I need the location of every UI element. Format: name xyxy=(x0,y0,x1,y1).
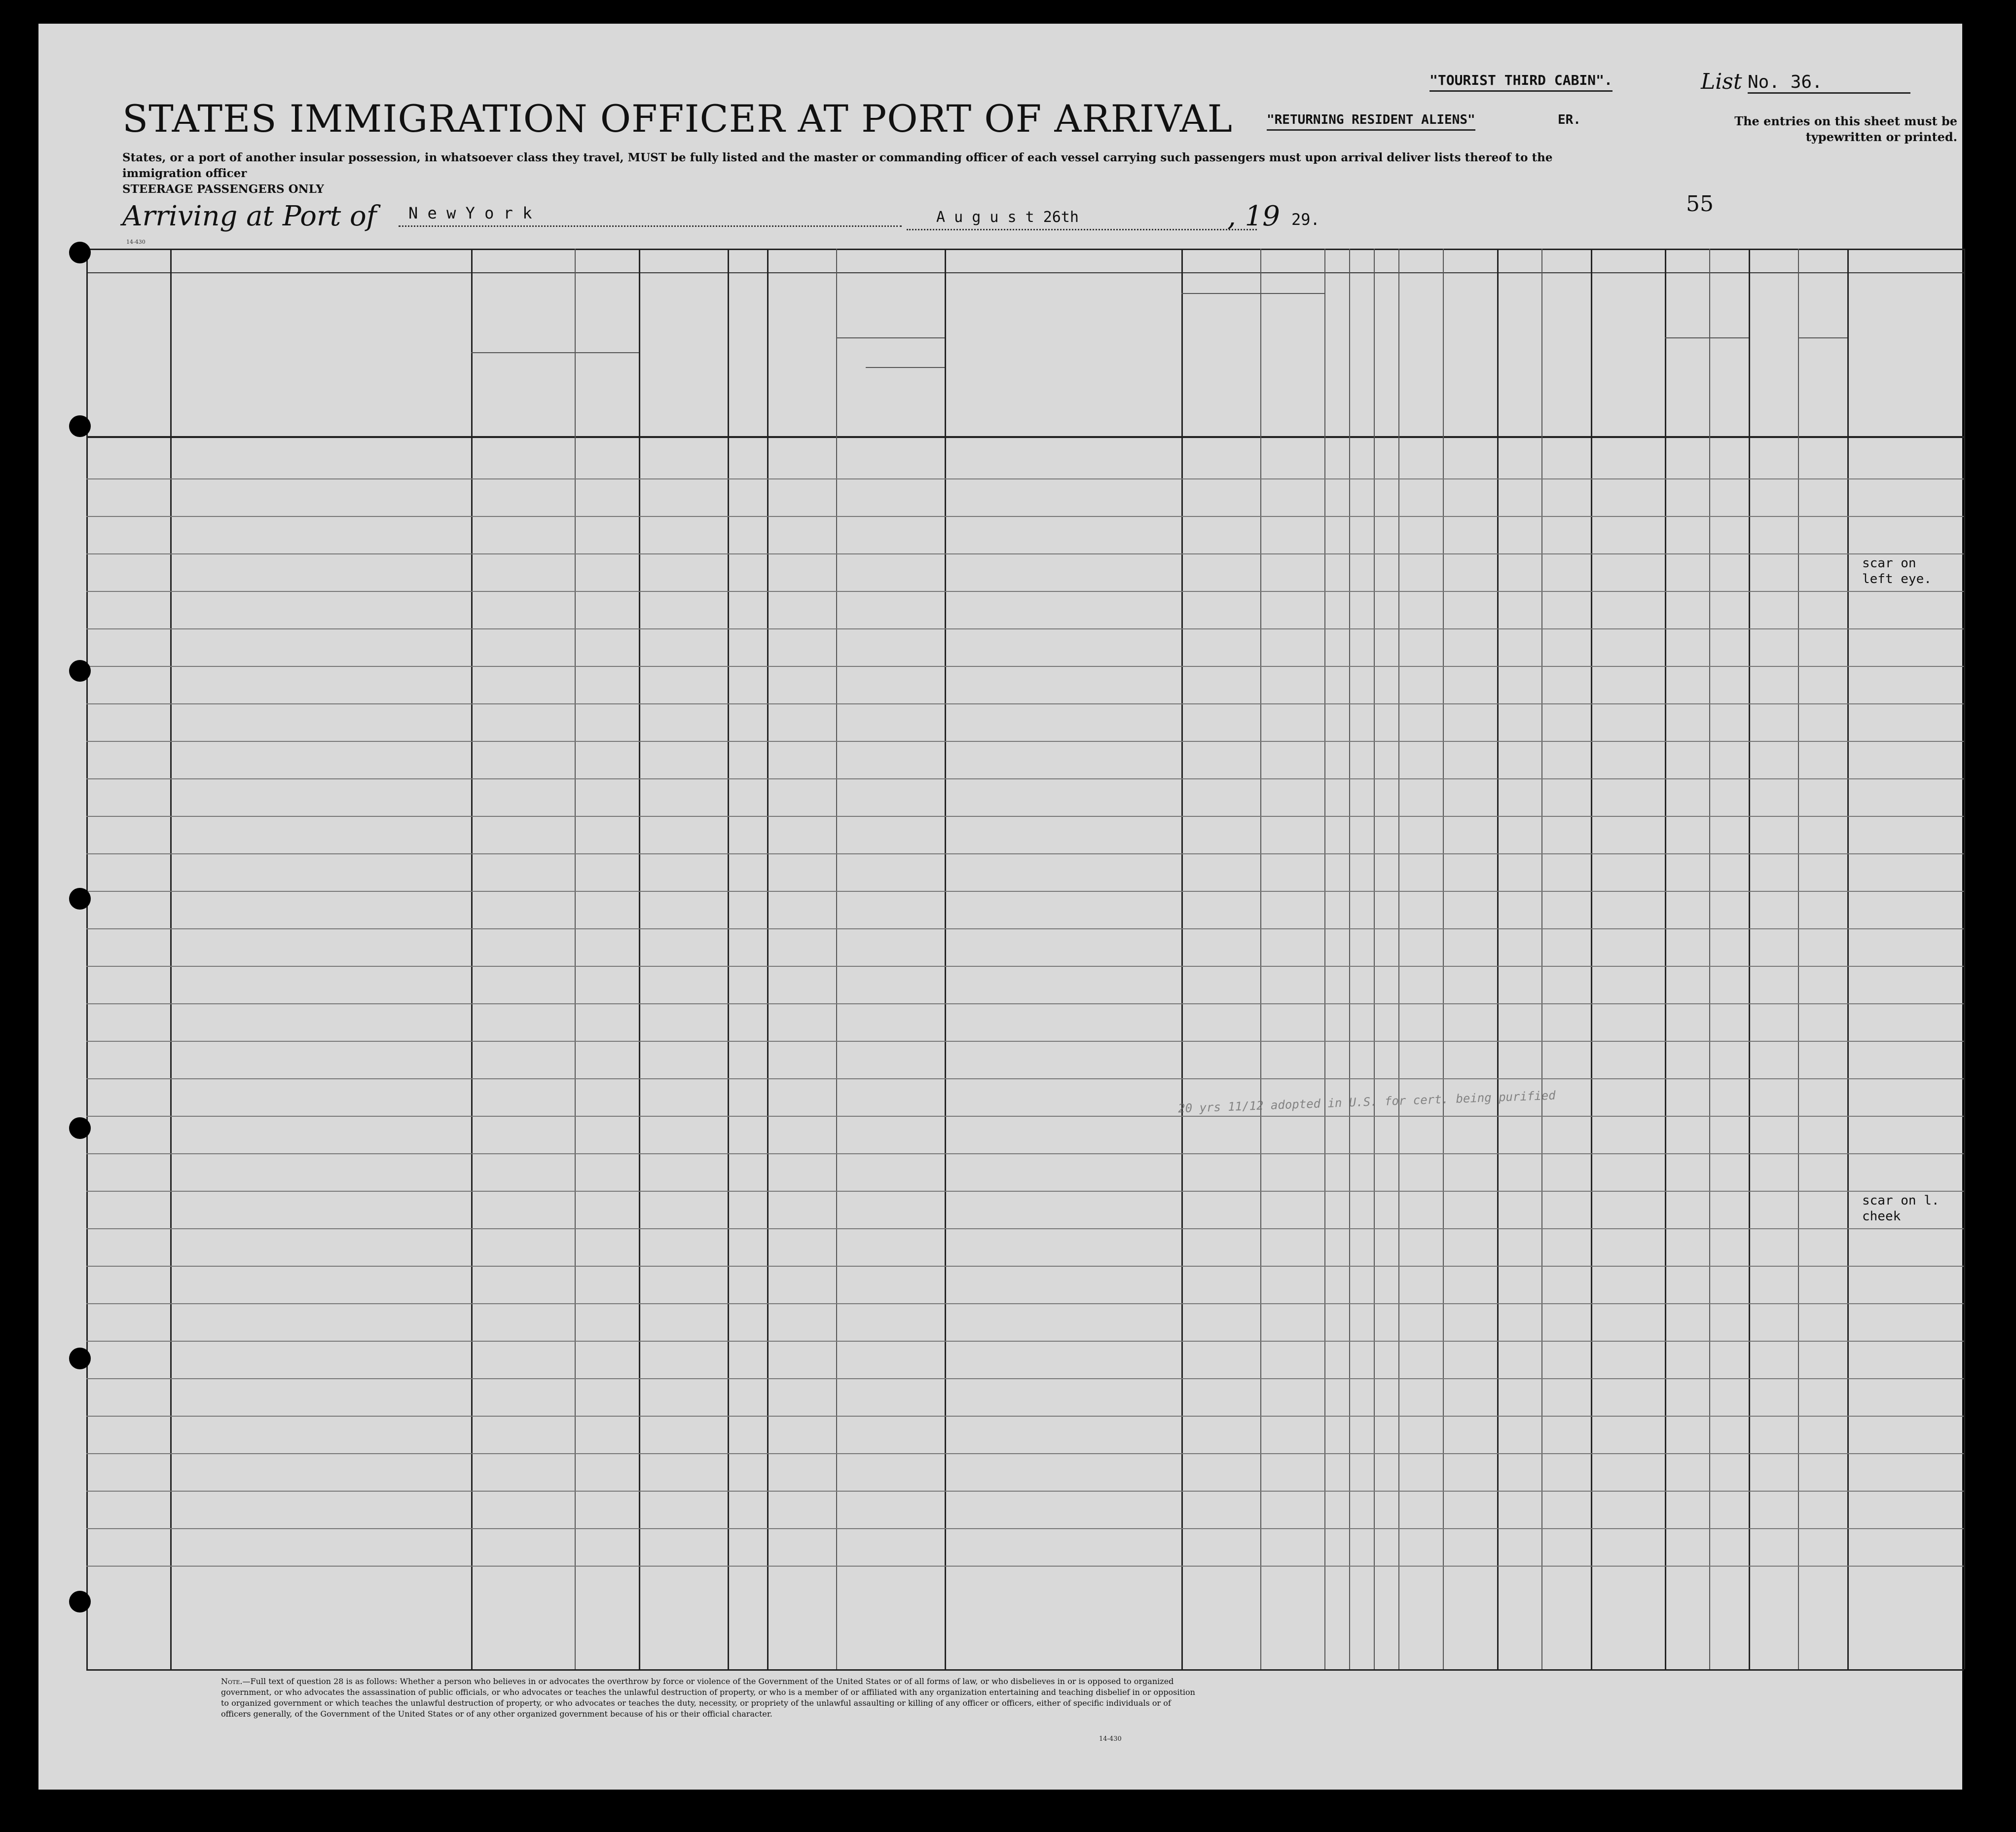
table-row xyxy=(86,1528,1964,1566)
footnote-text: —Full text of question 28 is as follows: Whether a person who believes in or advocates the overthrow by force or violence of the Government of the United States or of all forms of law, or who disbelieves in or is opposed to organized government, or who advocates the assassination of public officials, or who advocates or teaches the unlawful destruction of property, or who is a member of or affiliated with any organization entertaining and teaching disbelief in or opposition to organized government or which teaches the unlawful destruction of property, or who advocates or teaches the duty, necessity, or propriety of the unlawful assaulting or killing of any officer or officers, either of specific individuals or of officers generally, of the Government of the United States or of any other organized government because of his or their official character. xyxy=(221,1677,1195,1719)
table-row xyxy=(86,441,1964,478)
binder-hole xyxy=(69,888,91,910)
table-row xyxy=(86,1416,1964,1453)
arriving-label: Arriving at Port of xyxy=(122,200,377,232)
table-row xyxy=(86,1453,1964,1491)
table-row xyxy=(86,1341,1964,1378)
table-row xyxy=(86,628,1964,666)
port-field: N e w Y o r k xyxy=(399,204,902,227)
page-title: STATES IMMIGRATION OFFICER AT PORT OF ARRIVAL xyxy=(122,97,1233,141)
header-subrule xyxy=(1181,293,1324,294)
instructions-text: States, or a port of another insular possession, in whatsoever class they travel, MUST be fully listed and the master or commanding officer of each vessel carrying such passengers must upon arrival deliver lists thereof to the immigration officer xyxy=(122,151,1553,180)
table-row xyxy=(86,741,1964,778)
table-row xyxy=(86,778,1964,816)
footnote xyxy=(221,1676,1203,1720)
table-row xyxy=(86,1303,1964,1341)
table-row xyxy=(86,1153,1964,1191)
header-subrule xyxy=(471,352,639,353)
table-row xyxy=(86,853,1964,891)
list-number: No. 36. xyxy=(1748,72,1910,94)
list-label: List xyxy=(1701,69,1742,94)
handwritten-note: 20 yrs 11/12 adopted in U.S. for cert. being purified xyxy=(1177,1088,1556,1116)
binder-hole xyxy=(69,1117,91,1139)
table-row xyxy=(86,553,1964,591)
marks-cell: cheek xyxy=(1862,1209,1901,1224)
header-subrule xyxy=(866,367,945,368)
column-rule xyxy=(1964,249,1965,1669)
header-bottom-rule xyxy=(86,436,1964,438)
table-row xyxy=(86,966,1964,1003)
table-row xyxy=(86,1228,1964,1266)
table-row xyxy=(86,1116,1964,1153)
header-subrule xyxy=(1665,337,1749,338)
table-row xyxy=(86,703,1964,741)
binder-hole xyxy=(69,660,91,682)
marks-cell: left eye. xyxy=(1862,572,1932,586)
table-row xyxy=(86,1491,1964,1528)
table-row xyxy=(86,591,1964,628)
entries-note: The entries on this sheet must be typewritten or printed. xyxy=(1734,114,1957,144)
year-prefix: , 19 xyxy=(1227,200,1280,232)
table-row xyxy=(86,1191,1964,1228)
header-subrule xyxy=(1798,337,1847,338)
table-row xyxy=(86,1078,1964,1116)
header-subrule xyxy=(836,337,945,338)
table-row xyxy=(86,1378,1964,1416)
colnum-rule xyxy=(86,272,1964,273)
date-field: A u g u s t 26th xyxy=(907,209,1257,230)
table-row xyxy=(86,516,1964,553)
table-row xyxy=(86,1266,1964,1303)
returning-suffix: ER. xyxy=(1558,112,1581,127)
returning-stamp: "RETURNING RESIDENT ALIENS" xyxy=(1267,112,1475,131)
form-code-bottom: 14-430 xyxy=(1099,1735,1122,1743)
table-top-rule xyxy=(86,249,1964,250)
page-number: 55 xyxy=(1686,191,1714,217)
row-rule xyxy=(86,1566,1964,1567)
year-field: 29. xyxy=(1291,210,1320,229)
table-bottom-rule xyxy=(86,1669,1964,1671)
table-row xyxy=(86,1003,1964,1041)
form-code-top: 14-430 xyxy=(126,239,146,245)
footnote-label: Note. xyxy=(221,1677,243,1686)
binder-hole xyxy=(69,415,91,437)
class-stamp: "TOURIST THIRD CABIN". xyxy=(1430,72,1613,92)
manifest-table xyxy=(86,249,1964,1627)
marks-cell: scar on l. xyxy=(1862,1193,1940,1208)
binder-hole xyxy=(69,1591,91,1612)
marks-cell: scar on xyxy=(1862,556,1916,571)
header-passage-note xyxy=(733,357,782,367)
table-row xyxy=(86,666,1964,703)
table-row xyxy=(86,891,1964,928)
table-row xyxy=(86,928,1964,966)
table-row xyxy=(86,478,1964,516)
binder-hole xyxy=(69,242,91,263)
binder-hole xyxy=(69,1348,91,1369)
manifest-sheet xyxy=(38,24,1962,1790)
table-row xyxy=(86,1041,1964,1078)
table-row xyxy=(86,816,1964,853)
steerage-text: STEERAGE PASSENGERS ONLY xyxy=(122,183,324,196)
